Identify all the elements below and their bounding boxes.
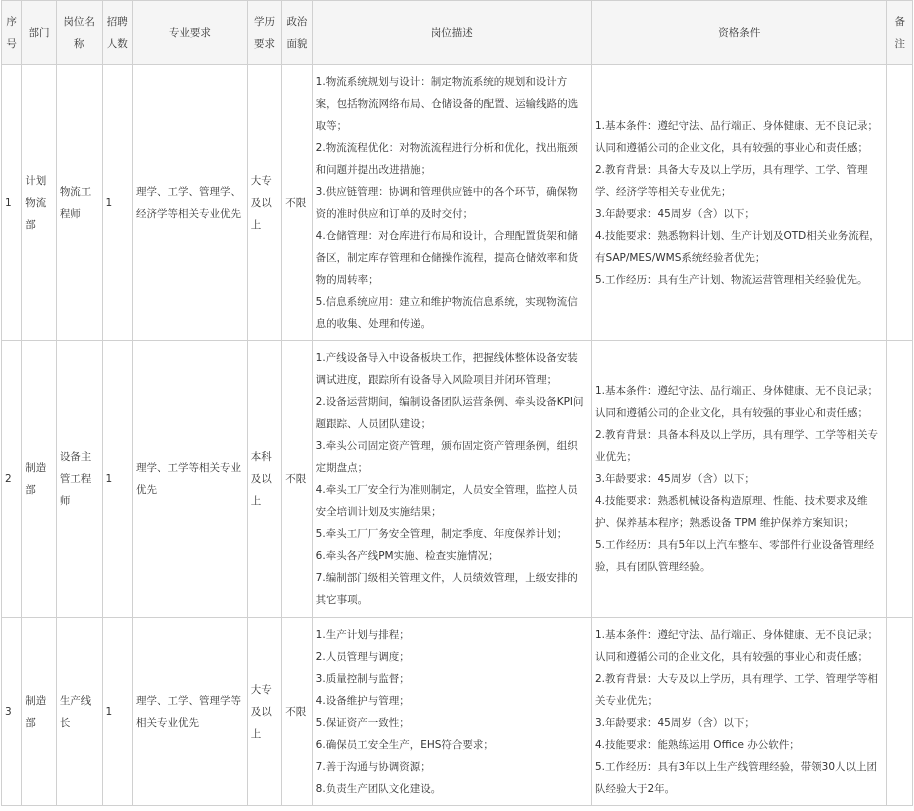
desc-line: 7.编制部门级相关管理文件，人员绩效管理，上级安排的其它事项。 (315, 572, 578, 606)
table-row (2, 341, 913, 618)
cell-note (887, 618, 913, 806)
desc-line: 8.负责生产团队文化建设。 (315, 782, 442, 795)
header-desc: 岗位描述 (312, 1, 591, 65)
desc-line: 3.牵头公司固定资产管理，颁布固定资产管理条例，组织定期盘点； (315, 440, 578, 474)
qual-line: 4.技能要求：熟悉物料计划、生产计划及OTD相关业务流程，有SAP/MES/WMS系统经验者优先； (594, 229, 880, 264)
desc-line: 4.牵头工厂安全行为准则制定，人员安全管理，监控人员安全培训计划及实施结果； (315, 484, 578, 518)
qual-line: 4.技能要求：熟悉机械设备构造原理、性能、技术要求及维护、保养基本程序；熟悉设备 TPM 维护保养方案知识； (594, 495, 868, 529)
cell-political: 不限 (282, 341, 312, 618)
qual-line: 5.工作经历：具有生产计划、物流运营管理相关经验优先。 (594, 273, 868, 286)
cell-political: 不限 (282, 65, 312, 341)
header-note: 备注 (887, 1, 913, 65)
cell-qual (591, 618, 887, 806)
cell-desc (312, 65, 591, 341)
qual-line: 2.教育背景：具备本科及以上学历，具有理学、工学等相关专业优先； (594, 429, 878, 463)
cell-title: 物流工程师 (56, 65, 102, 341)
desc-line: 5.保证资产一致性； (315, 716, 410, 729)
cell-dept: 制造部 (22, 618, 57, 806)
desc-line: 1.生产计划与排程； (315, 628, 410, 641)
cell-no: 1 (2, 65, 22, 341)
qual-line: 1.基本条件：遵纪守法、品行端正、身体健康、无不良记录；认同和遵循公司的企业文化，具有较强的事业心和责任感； (594, 628, 878, 663)
header-count: 招聘人数 (102, 1, 132, 65)
cell-qual (591, 65, 887, 341)
cell-dept: 制造部 (22, 341, 57, 618)
cell-desc (312, 341, 591, 618)
qual-line: 5.工作经历：具有5年以上汽车整车、零部件行业设备管理经验，具有团队管理经验。 (594, 539, 875, 573)
desc-line: 1.物流系统规划与设计：制定物流系统的规划和设计方案，包括物流网络布局、仓储设备的配置、运输线路的选取等； (315, 75, 579, 132)
cell-dept: 计划物流部 (22, 65, 57, 341)
qual-line: 1.基本条件：遵纪守法、品行端正、身体健康、无不良记录；认同和遵循公司的企业文化，具有较强的事业心和责任感； (594, 119, 878, 154)
qual-line: 5.工作经历：具有3年以上生产线管理经验，带领30人以上团队经验大于2年。 (594, 760, 878, 795)
qual-line: 4.技能要求：能熟练运用 Office 办公软件； (594, 738, 800, 751)
desc-line: 2.人员管理与调度； (315, 650, 410, 663)
table-row (2, 618, 913, 806)
qual-line: 3.年龄要求：45周岁（含）以下； (594, 207, 755, 220)
header-dept: 部门 (22, 1, 57, 65)
desc-line: 3.供应链管理：协调和管理供应链中的各个环节，确保物资的准时供应和订单的及时交付； (315, 185, 578, 220)
desc-line: 7.善于沟通与协调资源； (315, 760, 431, 773)
desc-line: 3.质量控制与监督； (315, 672, 410, 685)
job-table (1, 0, 913, 806)
cell-qual (591, 341, 887, 618)
qual-line: 3.年龄要求：45周岁（含）以下； (594, 473, 755, 485)
cell-title: 设备主管工程师 (56, 341, 102, 618)
qual-line: 1.基本条件：遵纪守法、品行端正、身体健康、无不良记录；认同和遵循公司的企业文化，具有较强的事业心和责任感； (594, 385, 878, 419)
desc-line: 2.设备运营期间，编制设备团队运营条例、牵头设备KPI问题跟踪、人员团队建设； (315, 396, 584, 430)
header-qual: 资格条件 (591, 1, 887, 65)
desc-line: 2.物流流程优化：对物流流程进行分析和优化，找出瓶颈和问题并提出改进措施； (315, 141, 578, 176)
cell-edu: 大专及以上 (247, 65, 282, 341)
qual-line: 3.年龄要求：45周岁（含）以下； (594, 716, 755, 729)
cell-count: 1 (102, 341, 132, 618)
header-no: 序号 (2, 1, 22, 65)
cell-political: 不限 (282, 618, 312, 806)
cell-note (887, 65, 913, 341)
cell-count: 1 (102, 65, 132, 341)
cell-no: 2 (2, 341, 22, 618)
desc-line: 5.牵头工厂厂务安全管理，制定季度、年度保养计划； (315, 528, 568, 540)
header-edu: 学历要求 (247, 1, 282, 65)
header-major: 专业要求 (132, 1, 247, 65)
cell-major: 理学、工学等相关专业优先 (132, 341, 247, 618)
cell-major: 理学、工学、管理学等相关专业优先 (132, 618, 247, 806)
desc-line: 6.牵头各产线PM实施、检查实施情况； (315, 550, 499, 562)
header-political: 政治面貌 (282, 1, 312, 65)
desc-line: 1.产线设备导入中设备板块工作，把握线体整体设备安装调试进度，跟踪所有设备导入风险项目并闭环管理； (315, 352, 578, 386)
table-row (2, 65, 913, 341)
qual-line: 2.教育背景：大专及以上学历，具有理学、工学、管理学等相关专业优先； (594, 672, 878, 707)
desc-line: 4.仓储管理：对仓库进行布局和设计，合理配置货架和储备区，制定库存管理和仓储操作流程，提高仓储效率和货物的周转率； (315, 229, 579, 286)
cell-major: 理学、工学、管理学、经济学等相关专业优先 (132, 65, 247, 341)
cell-note (887, 341, 913, 618)
qual-line: 2.教育背景：具备大专及以上学历，具有理学、工学、管理学、经济学等相关专业优先； (594, 163, 868, 198)
cell-count: 1 (102, 618, 132, 806)
header-title: 岗位名称 (56, 1, 102, 65)
cell-desc (312, 618, 591, 806)
desc-line: 6.确保员工安全生产，EHS符合要求； (315, 738, 494, 751)
cell-edu: 本科及以上 (247, 341, 282, 618)
cell-title: 生产线长 (56, 618, 102, 806)
desc-line: 5.信息系统应用：建立和维护物流信息系统，实现物流信息的收集、处理和传递。 (315, 295, 578, 330)
cell-no: 3 (2, 618, 22, 806)
table-header-row (2, 1, 913, 65)
cell-edu: 大专及以上 (247, 618, 282, 806)
desc-line: 4.设备维护与管理； (315, 694, 410, 707)
